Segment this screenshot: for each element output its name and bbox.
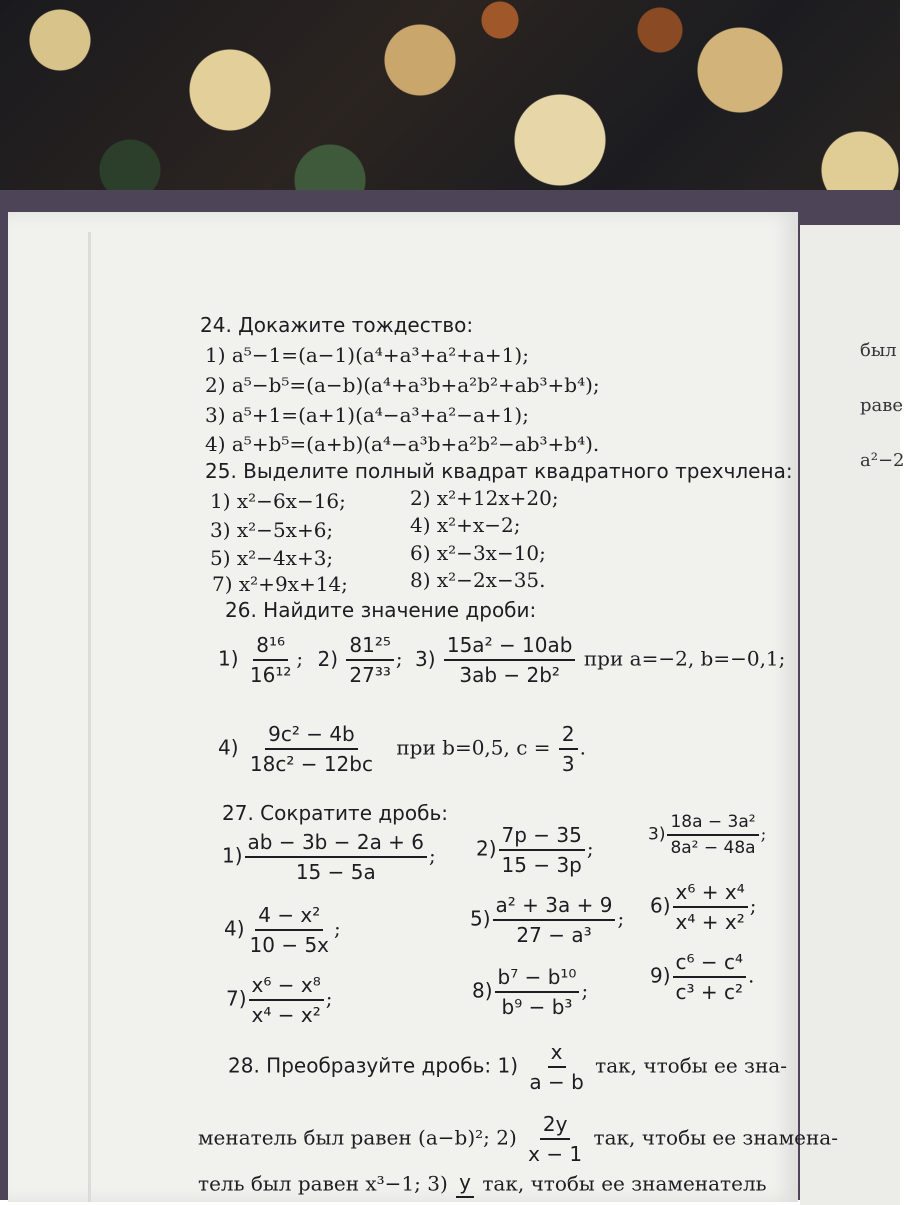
fraction	[444, 633, 576, 687]
separator: .	[579, 735, 586, 760]
numerator: x⁶ + x⁴	[673, 880, 748, 908]
fraction	[499, 823, 585, 877]
fraction	[495, 965, 580, 1019]
ex27-item	[472, 965, 588, 1019]
ex25-item: 1) x²−6x−16;	[210, 489, 346, 513]
fraction	[667, 812, 758, 858]
numerator: 15a² − 10ab	[444, 633, 576, 661]
denominator: 27³³	[349, 663, 391, 687]
ex25-item: 5) x²−4x+3;	[210, 546, 334, 570]
item-label: 4)	[224, 916, 245, 941]
denominator: b⁹ − b³	[501, 995, 573, 1019]
separator: ;	[617, 906, 625, 931]
denominator: 15 − 5a	[295, 860, 376, 884]
item-label: 4)	[218, 735, 239, 760]
fraction	[493, 893, 616, 947]
item-label: 8)	[472, 978, 493, 1003]
fraction	[346, 633, 393, 687]
separator: ;	[296, 646, 304, 671]
ex27-item	[648, 812, 766, 858]
ex27-item	[650, 880, 756, 934]
item-label: 9)	[650, 963, 671, 988]
item-label: 6)	[650, 893, 671, 918]
denominator: 8a² − 48a	[670, 838, 756, 858]
ex25-item: 3) x²−5x+6;	[210, 518, 334, 542]
numerator: c⁶ − c⁴	[673, 950, 747, 978]
numerator: 8¹⁶	[253, 633, 288, 661]
numerator: 4 − x²	[255, 903, 323, 931]
separator: ;	[760, 824, 767, 845]
numerator: x	[548, 1040, 566, 1068]
fraction	[673, 880, 748, 934]
fraction	[673, 950, 747, 1004]
fraction	[245, 830, 428, 884]
ex25-item: 6) x²−3x−10;	[410, 541, 546, 565]
condition-text: при b=0,5, c =	[396, 735, 551, 760]
separator: ;	[325, 986, 333, 1011]
fraction	[249, 973, 324, 1027]
ex28-title: 28. Преобразуйте дробь: 1)	[228, 1053, 519, 1078]
ex24-title: 24. Докажите тождество:	[200, 313, 474, 337]
item-label: 1)	[218, 646, 239, 671]
item-label: 7)	[226, 986, 247, 1011]
separator: ;	[395, 646, 403, 671]
numerator: b⁷ − b¹⁰	[495, 965, 580, 993]
ex28-line-2	[198, 1112, 838, 1166]
ex25-item: 7) x²+9x+14;	[212, 572, 348, 596]
numerator: 2	[559, 722, 578, 750]
ex27-item	[476, 823, 594, 877]
denominator: x − 1	[528, 1142, 583, 1166]
numerator: ab − 3b − 2a + 6	[245, 830, 428, 858]
denominator	[462, 1198, 468, 1200]
denominator: x⁴ + x²	[675, 910, 745, 934]
numerator: 7p − 35	[499, 823, 585, 851]
item-label: 2)	[476, 836, 497, 861]
numerator: 2y	[540, 1112, 571, 1140]
ex25-title: 25. Выделите полный квадрат квадратного трехчлена:	[205, 459, 793, 483]
ex28-text: так, чтобы ее зна-	[595, 1053, 787, 1078]
denominator: 15 − 3p	[501, 853, 582, 877]
ex26-title: 26. Найдите значение дроби:	[225, 598, 537, 622]
fraction	[247, 722, 376, 776]
ex27-item	[650, 950, 754, 1004]
item-label: 2)	[317, 646, 339, 671]
ex27-item	[226, 973, 332, 1027]
separator: ;	[581, 978, 589, 1003]
denominator: 3ab − 2b²	[459, 663, 560, 687]
ex26-item-4	[218, 722, 586, 776]
separator: ;	[334, 916, 341, 941]
ex27-item	[224, 903, 341, 957]
numerator: a² + 3a + 9	[493, 893, 616, 921]
denominator: x⁴ − x²	[251, 1003, 321, 1027]
ex28-line-1	[228, 1040, 787, 1094]
denominator: 10 − 5x	[249, 933, 330, 957]
denominator: c³ + c²	[675, 980, 744, 1004]
ex25-item: 2) x²+12x+20;	[410, 486, 559, 510]
separator: ;	[586, 836, 594, 861]
ex28-line-3	[198, 1170, 767, 1200]
fraction	[247, 903, 332, 957]
ex24-item: 3) a⁵+1=(a+1)(a⁴−a³+a²−a+1);	[205, 403, 529, 427]
denominator: 27 − a³	[516, 923, 592, 947]
ex24-item: 4) a⁵+b⁵=(a+b)(a⁴−a³b+a²b²−ab³+b⁴).	[205, 432, 600, 456]
ex27-item	[470, 893, 624, 947]
ex27-item	[222, 830, 436, 884]
separator: ;	[749, 893, 757, 918]
ex24-item: 1) a⁵−1=(a−1)(a⁴+a³+a²+a+1);	[205, 343, 529, 367]
ex25-item: 4) x²+x−2;	[410, 513, 521, 537]
separator: .	[748, 963, 755, 988]
condition-text: при a=−2, b=−0,1;	[583, 646, 786, 671]
ex28-text: тель был равен x³−1; 3)	[198, 1171, 448, 1196]
ex26-item-1	[218, 633, 785, 687]
numerator: 9c² − 4b	[265, 722, 358, 750]
item-label: 3)	[648, 824, 666, 845]
denominator: 18c² − 12bc	[249, 752, 373, 776]
ex25-item: 8) x²−2x−35.	[410, 568, 546, 592]
numerator: 81²⁵	[346, 633, 393, 661]
right-page-text: был	[860, 340, 897, 361]
ex27-title: 27. Сократите дробь:	[222, 801, 448, 825]
fraction	[247, 633, 294, 687]
separator: ;	[429, 843, 436, 868]
item-label: 5)	[470, 906, 491, 931]
fraction	[456, 1170, 474, 1200]
numerator: x⁶ − x⁸	[249, 973, 324, 1001]
right-page-text: a²−2	[860, 450, 904, 471]
fraction	[526, 1040, 586, 1094]
denominator: 3	[561, 752, 575, 776]
right-page-text: раве	[860, 395, 904, 416]
denominator: 16¹²	[249, 663, 292, 687]
denominator: a − b	[529, 1070, 584, 1094]
ex28-text: так, чтобы ее знаменатель	[482, 1171, 767, 1196]
item-label: 3)	[414, 646, 436, 671]
item-label: 1)	[222, 843, 243, 868]
numerator: y	[456, 1170, 474, 1198]
fraction	[559, 722, 578, 776]
ex28-text: менатель был равен (a−b)²; 2)	[198, 1125, 517, 1150]
ex28-text: так, чтобы ее знамена-	[593, 1125, 838, 1150]
numerator: 18a − 3a²	[667, 812, 758, 836]
fraction	[525, 1112, 585, 1166]
ex24-item: 2) a⁵−b⁵=(a−b)(a⁴+a³b+a²b²+ab³+b⁴);	[205, 373, 600, 397]
